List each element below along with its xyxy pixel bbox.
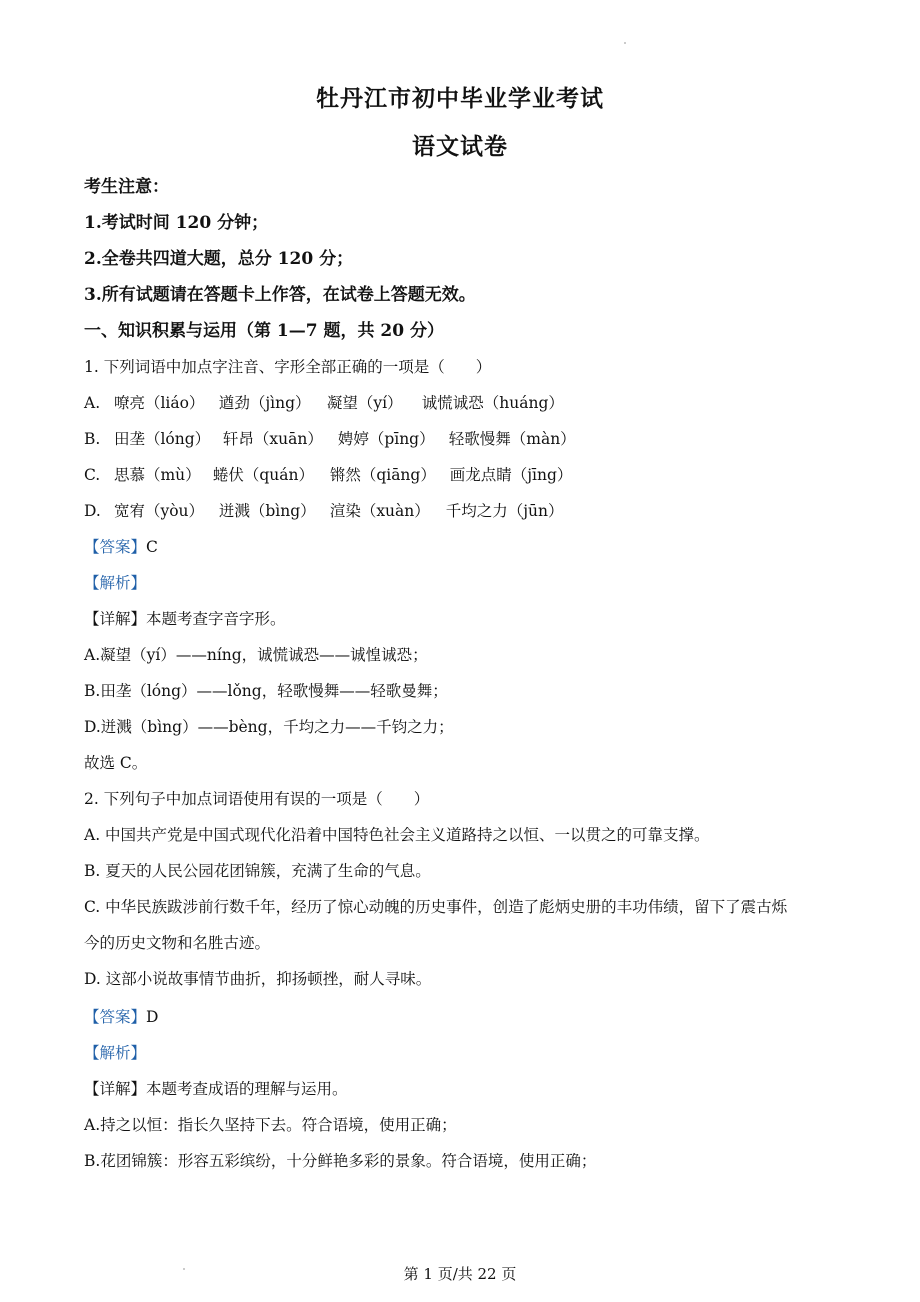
question-1-option-d [84, 500, 844, 522]
question-1-option-a [84, 392, 844, 414]
notice-item: 1.考试时间 120 分钟； [84, 213, 269, 233]
option-word: 田垄（lóng） [113, 430, 211, 448]
notice-item: 3.所有试题请在答题卡上作答，在试卷上答题无效。 [84, 285, 476, 305]
question-2-option-d: D. 这部小说故事情节曲折，抑扬顿挫，耐人寻味。 [84, 970, 432, 988]
section-heading: 一、知识积累与运用（第 1—7 题，共 20 分） [84, 321, 444, 341]
detail-line: 故选 C。 [84, 754, 148, 772]
exam-subtitle: 语文试卷 [412, 133, 508, 160]
answer-value: C [146, 538, 158, 556]
option-word: 娉婷（pīng） [337, 430, 435, 448]
question-2-option-b: B. 夏天的人民公园花团锦簇，充满了生命的气息。 [84, 862, 431, 880]
option-letter: A. [84, 394, 101, 412]
detail-line: B.花团锦簇：形容五彩缤纷，十分鲜艳多彩的景象。符合语境，使用正确； [84, 1152, 597, 1170]
option-word: 迸溅（bìng） [218, 502, 316, 520]
option-word: 诚慌诚恐（huáng） [421, 394, 564, 412]
option-word: 画龙点睛（jīng） [449, 466, 573, 484]
detail-line: A.持之以恒：指长久坚持下去。符合语境，使用正确； [84, 1116, 457, 1134]
question-1-stem: 1. 下列词语中加点字注音、字形全部正确的一项是（ ） [84, 358, 492, 376]
scan-dot [624, 42, 626, 44]
question-2-option-c-cont: 今的历史文物和名胜古迹。 [84, 934, 271, 952]
notice-item: 2.全卷共四道大题，总分 120 分； [84, 249, 354, 269]
question-1-option-c [84, 464, 844, 486]
option-word: 蜷伏（quán） [212, 466, 315, 484]
question-1-answer [84, 536, 844, 558]
answer-value: D [146, 1008, 159, 1026]
analysis-tag: 【解析】 [84, 1044, 147, 1062]
option-word: 嘹亮（liáo） [113, 394, 205, 412]
option-word: 思慕（mù） [113, 466, 201, 484]
option-word: 轻歌慢舞（màn） [448, 430, 576, 448]
exam-title: 牡丹江市初中毕业学业考试 [316, 85, 604, 112]
option-word: 遒劲（jìng） [218, 394, 311, 412]
detail-line: A.凝望（yí）——níng，诚慌诚恐——诚惶诚恐； [84, 646, 428, 664]
option-letter: C. [84, 466, 101, 484]
notice-heading: 考生注意： [84, 177, 169, 197]
option-word: 锵然（qiāng） [329, 466, 436, 484]
question-2-stem: 2. 下列句子中加点词语使用有误的一项是（ ） [84, 790, 430, 808]
option-letter: D. [84, 502, 101, 520]
option-word: 凝望（yí） [326, 394, 403, 412]
detail-line: D.迸溅（bìng）——bèng，千均之力——千钧之力； [84, 718, 454, 736]
question-2-answer [84, 1006, 844, 1028]
detail-line: B.田垄（lóng）——lǒng，轻歌慢舞——轻歌曼舞； [84, 682, 448, 700]
option-word: 轩昂（xuān） [222, 430, 323, 448]
analysis-tag: 【解析】 [84, 574, 147, 592]
question-2-option-c: C. 中华民族跋涉前行数千年，经历了惊心动魄的历史事件，创造了彪炳史册的丰功伟绩，留下了震古烁 [84, 898, 788, 916]
question-2-option-a: A. 中国共产党是中国式现代化沿着中国特色社会主义道路持之以恒、一以贯之的可靠支撑。 [84, 826, 710, 844]
option-word: 渲染（xuàn） [329, 502, 430, 520]
option-word: 千均之力（jūn） [445, 502, 564, 520]
option-letter: B. [84, 430, 101, 448]
detail-line: 【详解】本题考查成语的理解与运用。 [84, 1080, 348, 1098]
answer-tag: 【答案】 [84, 538, 147, 556]
answer-tag: 【答案】 [84, 1008, 147, 1026]
detail-line: 【详解】本题考查字音字形。 [84, 610, 286, 628]
page-number: 第 1 页/共 22 页 [403, 1265, 517, 1283]
option-word: 宽宥（yòu） [113, 502, 205, 520]
question-1-option-b [84, 428, 844, 450]
